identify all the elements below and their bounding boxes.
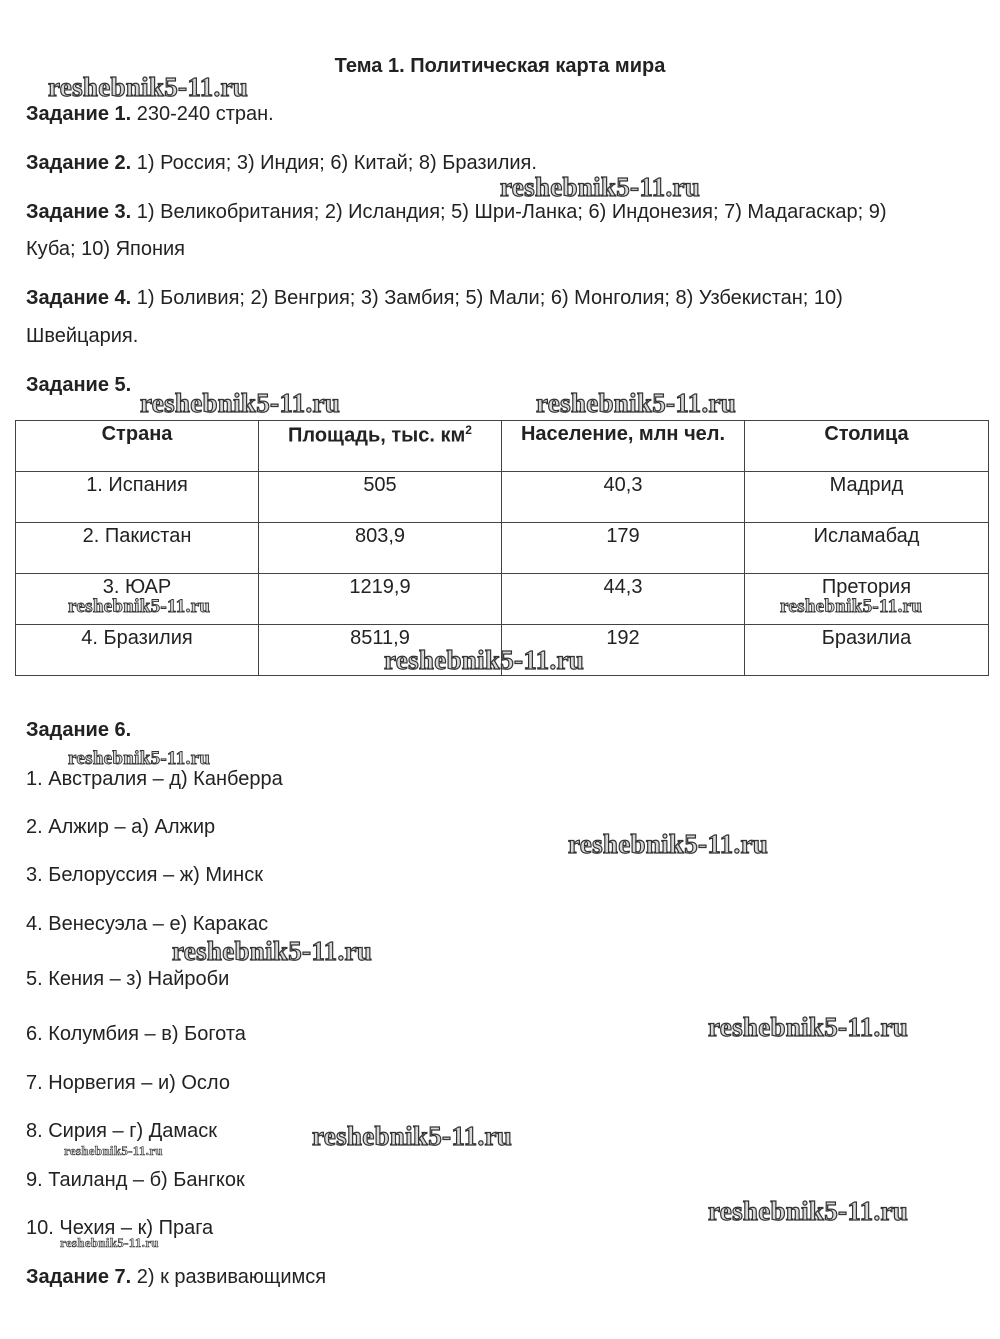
cell-country: 3. ЮАР bbox=[16, 574, 259, 625]
task-7-answer: 2) к развивающимся bbox=[131, 1266, 327, 1288]
countries-table bbox=[15, 420, 989, 676]
match-item: 2. Алжир – а) Алжир bbox=[26, 816, 216, 838]
task-2-label: Задание 2. bbox=[26, 152, 132, 174]
watermark: reshebnik5-11.ru bbox=[312, 1121, 513, 1151]
watermark: reshebnik5-11.ru bbox=[140, 388, 341, 418]
watermark: reshebnik5-11.ru bbox=[568, 829, 769, 859]
watermark: reshebnik5-11.ru bbox=[500, 172, 701, 202]
table-header-row bbox=[16, 421, 989, 472]
task-3-answer-line2: Куба; 10) Япония bbox=[26, 238, 186, 260]
task-3-label: Задание 3. bbox=[26, 201, 132, 223]
cell-area: 505 bbox=[259, 472, 502, 523]
task-2 bbox=[26, 152, 537, 175]
table-row bbox=[16, 523, 989, 574]
task-1-label: Задание 1. bbox=[26, 103, 132, 125]
task-3-answer-line1: 1) Великобритания; 2) Исландия; 5) Шри-Ланка; 6) Индонезия; 7) Мадагаскар; 9) bbox=[131, 201, 887, 223]
cell-area: 8511,9 bbox=[259, 625, 502, 676]
task-2-answer: 1) Россия; 3) Индия; 6) Китай; 8) Бразилия. bbox=[131, 152, 537, 174]
watermark: reshebnik5-11.ru bbox=[708, 1196, 909, 1226]
cell-population: 179 bbox=[502, 523, 745, 574]
header-population: Население, млн чел. bbox=[502, 421, 745, 472]
cell-population: 44,3 bbox=[502, 574, 745, 625]
watermark: reshebnik5-11.ru bbox=[64, 1143, 163, 1158]
match-item: 1. Австралия – д) Канберра bbox=[26, 768, 283, 790]
match-item: 10. Чехия – к) Прага bbox=[26, 1217, 214, 1239]
cell-area: 803,9 bbox=[259, 523, 502, 574]
table-row bbox=[16, 472, 989, 523]
cell-country: 2. Пакистан bbox=[16, 523, 259, 574]
task-5-label: Задание 5. bbox=[26, 374, 132, 396]
watermark: reshebnik5-11.ru bbox=[60, 1235, 159, 1250]
task-7-label: Задание 7. bbox=[26, 1266, 132, 1288]
task-6-label: Задание 6. bbox=[26, 719, 132, 741]
task-4-answer-line1: 1) Боливия; 2) Венгрия; 3) Замбия; 5) Мали; 6) Монголия; 8) Узбекистан; 10) bbox=[131, 287, 843, 309]
task-3 bbox=[26, 201, 887, 224]
header-country: Страна bbox=[16, 421, 259, 472]
task-4-answer-line2: Швейцария. bbox=[26, 325, 139, 347]
page-title: Тема 1. Политическая карта мира bbox=[334, 55, 666, 77]
match-item: 5. Кения – з) Найроби bbox=[26, 968, 230, 990]
task-4 bbox=[26, 287, 843, 310]
cell-population: 40,3 bbox=[502, 472, 745, 523]
watermark: reshebnik5-11.ru bbox=[48, 72, 249, 102]
watermark: reshebnik5-11.ru bbox=[780, 596, 923, 617]
header-area-label: Площадь, тыс. км bbox=[288, 424, 466, 447]
cell-capital: Исламабад bbox=[745, 523, 989, 574]
cell-area: 1219,9 bbox=[259, 574, 502, 625]
header-area bbox=[259, 421, 502, 472]
match-item: 3. Белоруссия – ж) Минск bbox=[26, 864, 263, 886]
match-item: 8. Сирия – г) Дамаск bbox=[26, 1120, 218, 1142]
match-item: 7. Норвегия – и) Осло bbox=[26, 1072, 230, 1094]
task-4-label: Задание 4. bbox=[26, 287, 132, 309]
match-item: 4. Венесуэла – е) Каракас bbox=[26, 913, 269, 935]
cell-capital: Мадрид bbox=[745, 472, 989, 523]
watermark: reshebnik5-11.ru bbox=[708, 1012, 909, 1042]
watermark: reshebnik5-11.ru bbox=[384, 645, 585, 675]
cell-capital: Претория bbox=[745, 574, 989, 625]
cell-population: 192 bbox=[502, 625, 745, 676]
header-capital: Столица bbox=[745, 421, 989, 472]
watermark: reshebnik5-11.ru bbox=[536, 388, 737, 418]
match-item: 9. Таиланд – б) Бангкок bbox=[26, 1169, 245, 1191]
header-area-sup: 2 bbox=[465, 423, 472, 437]
match-item: 6. Колумбия – в) Богота bbox=[26, 1023, 246, 1045]
cell-capital: Бразилиа bbox=[745, 625, 989, 676]
watermark: reshebnik5-11.ru bbox=[68, 596, 211, 617]
task-1 bbox=[26, 103, 274, 126]
watermark: reshebnik5-11.ru bbox=[68, 748, 211, 769]
cell-country: 4. Бразилия bbox=[16, 625, 259, 676]
task-7 bbox=[26, 1266, 326, 1289]
cell-country: 1. Испания bbox=[16, 472, 259, 523]
watermark: reshebnik5-11.ru bbox=[172, 936, 373, 966]
task-1-answer: 230-240 стран. bbox=[131, 103, 274, 125]
